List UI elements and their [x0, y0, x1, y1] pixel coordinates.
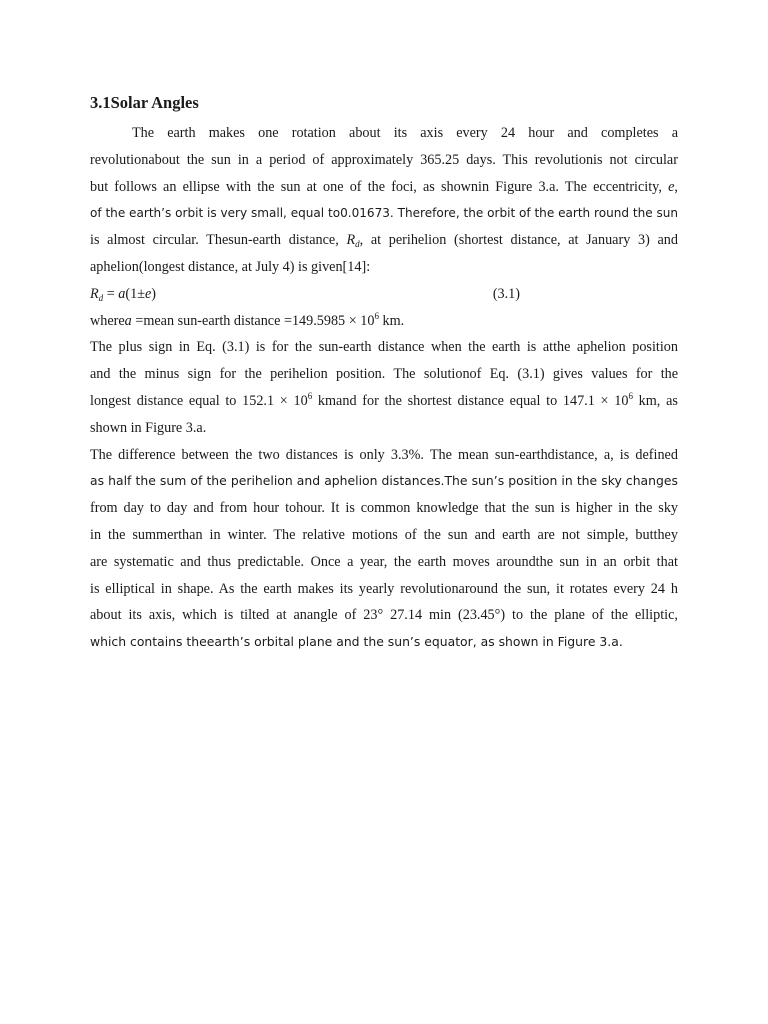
text-span: The difference between the two distances is only 3.3%. The mean sun-earthdistance, a, is defined	[90, 446, 678, 463]
eq-lhs-symbol: R	[90, 285, 99, 302]
paragraph-sun-line-2	[90, 468, 678, 495]
eq-open: (1±	[125, 285, 145, 302]
word: a	[671, 125, 678, 141]
paragraph-orbit-line-1	[90, 120, 678, 147]
eccentricity-symbol: e	[668, 178, 675, 195]
word: one	[258, 125, 279, 141]
text-span: in the summerthan in winter. The relative motions of the sun and earth are not simple, butthey	[90, 526, 678, 543]
text-span: The plus sign in Eq. (3.1) is for the sun-earth distance when the earth is atthe aphelion position	[90, 339, 678, 356]
paragraph-sun-line-4	[90, 522, 678, 549]
text-span: , at perihelion (shortest distance, at January 3) and	[359, 232, 678, 249]
text-span	[90, 179, 678, 195]
exponent: 6	[307, 390, 313, 401]
eq-a-symbol: a	[118, 285, 126, 302]
distance-symbol: R	[346, 232, 356, 249]
where-exponent: 6	[374, 310, 379, 321]
where-a-symbol: a	[124, 312, 132, 329]
document-page	[90, 92, 678, 656]
paragraph-distances	[90, 334, 678, 441]
equation-3-1	[90, 281, 678, 308]
text-span: =mean sun-earth distance =149.5985 × 10	[131, 312, 375, 329]
section-heading: 3.1Solar Angles	[90, 93, 199, 112]
paragraph-sun-line-5	[90, 549, 678, 576]
exponent: 6	[628, 390, 633, 401]
text-span: ,	[674, 178, 678, 195]
text-span: km, as	[632, 392, 678, 409]
word: every	[456, 125, 488, 141]
paragraph-sun-position	[90, 442, 678, 656]
text-span: but follows an ellipse with the sun at one of the foci, as shownin Figure 3.a. The eccentricity,	[90, 178, 669, 195]
text-span: as half the sum of the perihelion and aphelion distances.The sun’s position in the sky changes	[90, 473, 678, 489]
word: its	[393, 125, 408, 141]
equation-number: (3.1)	[492, 285, 520, 302]
word: rotation	[291, 125, 336, 141]
eq-e-symbol: e	[144, 285, 152, 302]
text-span	[90, 232, 678, 248]
text-span: is elliptical in shape. As the earth makes its yearly revolutionaround the sun, it rotates every 24 h	[90, 580, 678, 597]
eq-close: )	[151, 285, 157, 302]
word: about	[349, 125, 381, 141]
distance-subscript: d	[355, 239, 360, 250]
paragraph-distances-line-4: shown in Figure 3.a.	[90, 419, 207, 436]
paragraph-sun-line-7	[90, 602, 678, 629]
paragraph-orbit-line-2	[90, 147, 678, 174]
paragraph-distances-line-2	[90, 361, 678, 388]
word: completes	[601, 125, 659, 141]
equation-body	[90, 281, 156, 308]
paragraph-sun-line-3	[90, 495, 678, 522]
eq-equals: =	[103, 285, 119, 302]
paragraph-orbit	[90, 120, 678, 281]
word: earth	[167, 125, 196, 141]
text-span: revolutionabout the sun in a period of approximately 365.25 days. This revolutionis not circular	[90, 151, 678, 168]
eq-lhs-subscript: d	[98, 292, 104, 303]
text-span: km.	[378, 312, 405, 329]
word: The	[132, 125, 155, 141]
where-line	[90, 308, 678, 335]
text-span	[90, 390, 678, 409]
text-span: are systematic and thus predictable. Once a year, the earth moves aroundthe sun in an orbit that	[90, 553, 678, 570]
text-span: of the earth’s orbit is very small, equal to0.01673. Therefore, the orbit of the earth round the sun	[90, 205, 679, 221]
word: makes	[208, 125, 245, 141]
paragraph-distances-line-1	[90, 334, 678, 361]
paragraph-orbit-line-3	[90, 174, 678, 201]
word: hour	[528, 125, 555, 141]
word: 24	[500, 125, 516, 141]
text-span: is almost circular. Thesun-earth distance,	[90, 232, 347, 249]
text-span: kmand for the shortest distance equal to 147.1 × 10	[312, 392, 629, 409]
paragraph-orbit-line-6: aphelion(longest distance, at July 4) is given[14]:	[90, 258, 371, 275]
text-span: from day to day and from hour tohour. It is common knowledge that the sun is higher in the sky	[90, 500, 679, 517]
paragraph-sun-line-8: which contains theearth’s orbital plane and the sun’s equator, as shown in Figure 3.a.	[90, 634, 623, 650]
paragraph-orbit-line-5	[90, 227, 678, 254]
text-span: and the minus sign for the perihelion position. The solutionof Eq. (3.1) gives values for the	[90, 366, 679, 383]
text-span: longest distance equal to 152.1 × 10	[90, 392, 308, 409]
word: axis	[420, 125, 444, 141]
paragraph-distances-line-3	[90, 388, 678, 415]
text-span: about its axis, which is tilted at anangle of 23° 27.14 min (23.45°) to the plane of the elliptic,	[90, 607, 678, 624]
paragraph-sun-line-6	[90, 576, 678, 603]
word: and	[567, 125, 588, 141]
text-span: where	[90, 312, 125, 329]
paragraph-orbit-line-4	[90, 200, 678, 227]
paragraph-sun-line-1	[90, 442, 678, 469]
